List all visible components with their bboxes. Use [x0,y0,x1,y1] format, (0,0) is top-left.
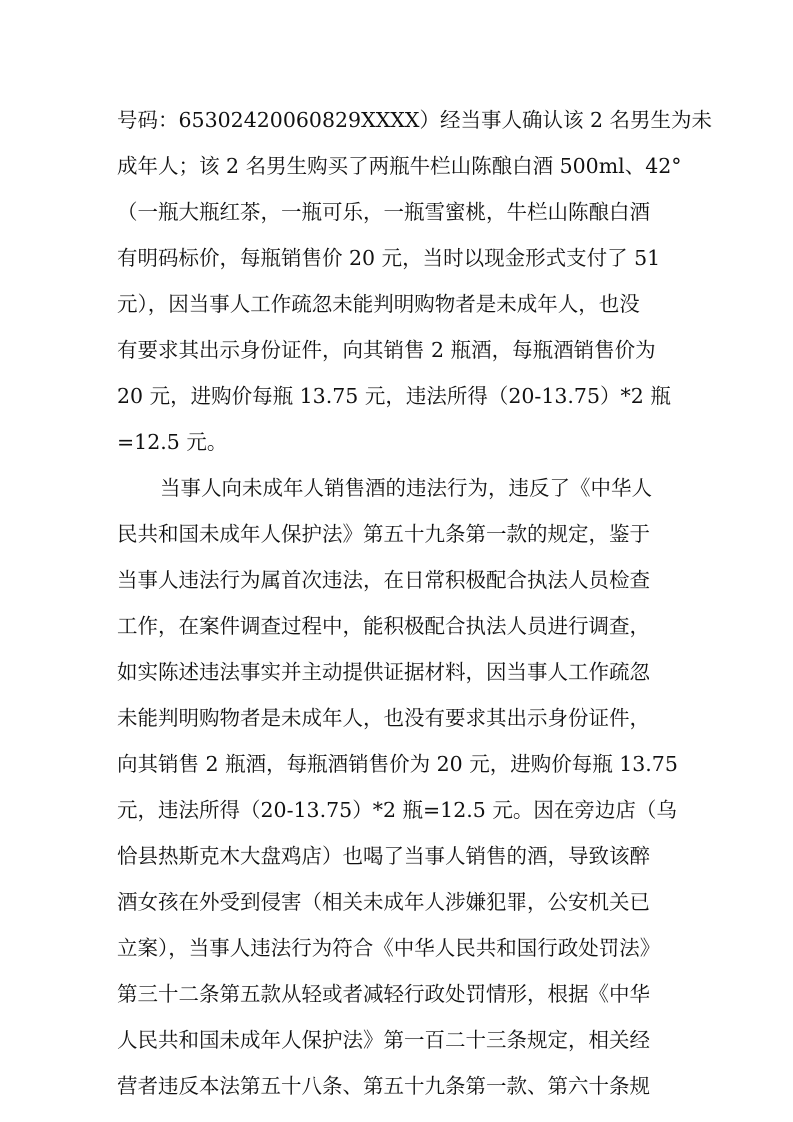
text-line: 营者违反本法第五十八条、第五十九条第一款、第六十条规 [117,1074,650,1098]
text-line: 恰县热斯克木大盘鸡店）也喝了当事人销售的酒，导致该醉 [117,844,650,868]
text-line: 向其销售 2 瓶酒，每瓶酒销售价为 20 元，进购价每瓶 13.75 [117,752,678,776]
text-line: 元），因当事人工作疏忽未能判明购物者是未成年人，也没 [117,292,640,316]
paragraph-first-line: 当事人向未成年人销售酒的违法行为，违反了《中华人 [160,476,652,500]
text-line: 20 元，进购价每瓶 13.75 元，违法所得（20-13.75）*2 瓶 [117,384,671,408]
text-line: =12.5 元。 [117,430,228,454]
text-line: （一瓶大瓶红茶，一瓶可乐，一瓶雪蜜桃，牛栏山陈酿白酒 [117,200,650,224]
text-line: 成年人；该 2 名男生购买了两瓶牛栏山陈酿白酒 500ml、42° [117,154,682,178]
text-line: 工作，在案件调查过程中，能积极配合执法人员进行调查， [117,614,650,638]
text-line: 号码：65302420060829XXXX）经当事人确认该 2 名男生为未 [117,108,713,132]
text-line: 人民共和国未成年人保护法》第一百二十三条规定，相关经 [117,1028,650,1052]
text-line: 当事人违法行为属首次违法，在日常积极配合执法人员检查 [117,568,650,592]
text-line: 未能判明购物者是未成年人，也没有要求其出示身份证件， [117,706,650,730]
text-line: 有明码标价，每瓶销售价 20 元，当时以现金形式支付了 51 [117,246,661,270]
text-line: 立案），当事人违法行为符合《中华人民共和国行政处罚法》 [117,936,661,960]
text-line: 如实陈述违法事实并主动提供证据材料，因当事人工作疏忽 [117,660,650,684]
text-line: 酒女孩在外受到侵害（相关未成年人涉嫌犯罪，公安机关已 [117,890,650,914]
text-line: 第三十二条第五款从轻或者减轻行政处罚情形，根据《中华 [117,982,650,1006]
text-line: 民共和国未成年人保护法》第五十九条第一款的规定，鉴于 [117,522,650,546]
text-line: 有要求其出示身份证件，向其销售 2 瓶酒，每瓶酒销售价为 [117,338,656,362]
text-line: 元，违法所得（20-13.75）*2 瓶=12.5 元。因在旁边店（乌 [117,798,677,822]
